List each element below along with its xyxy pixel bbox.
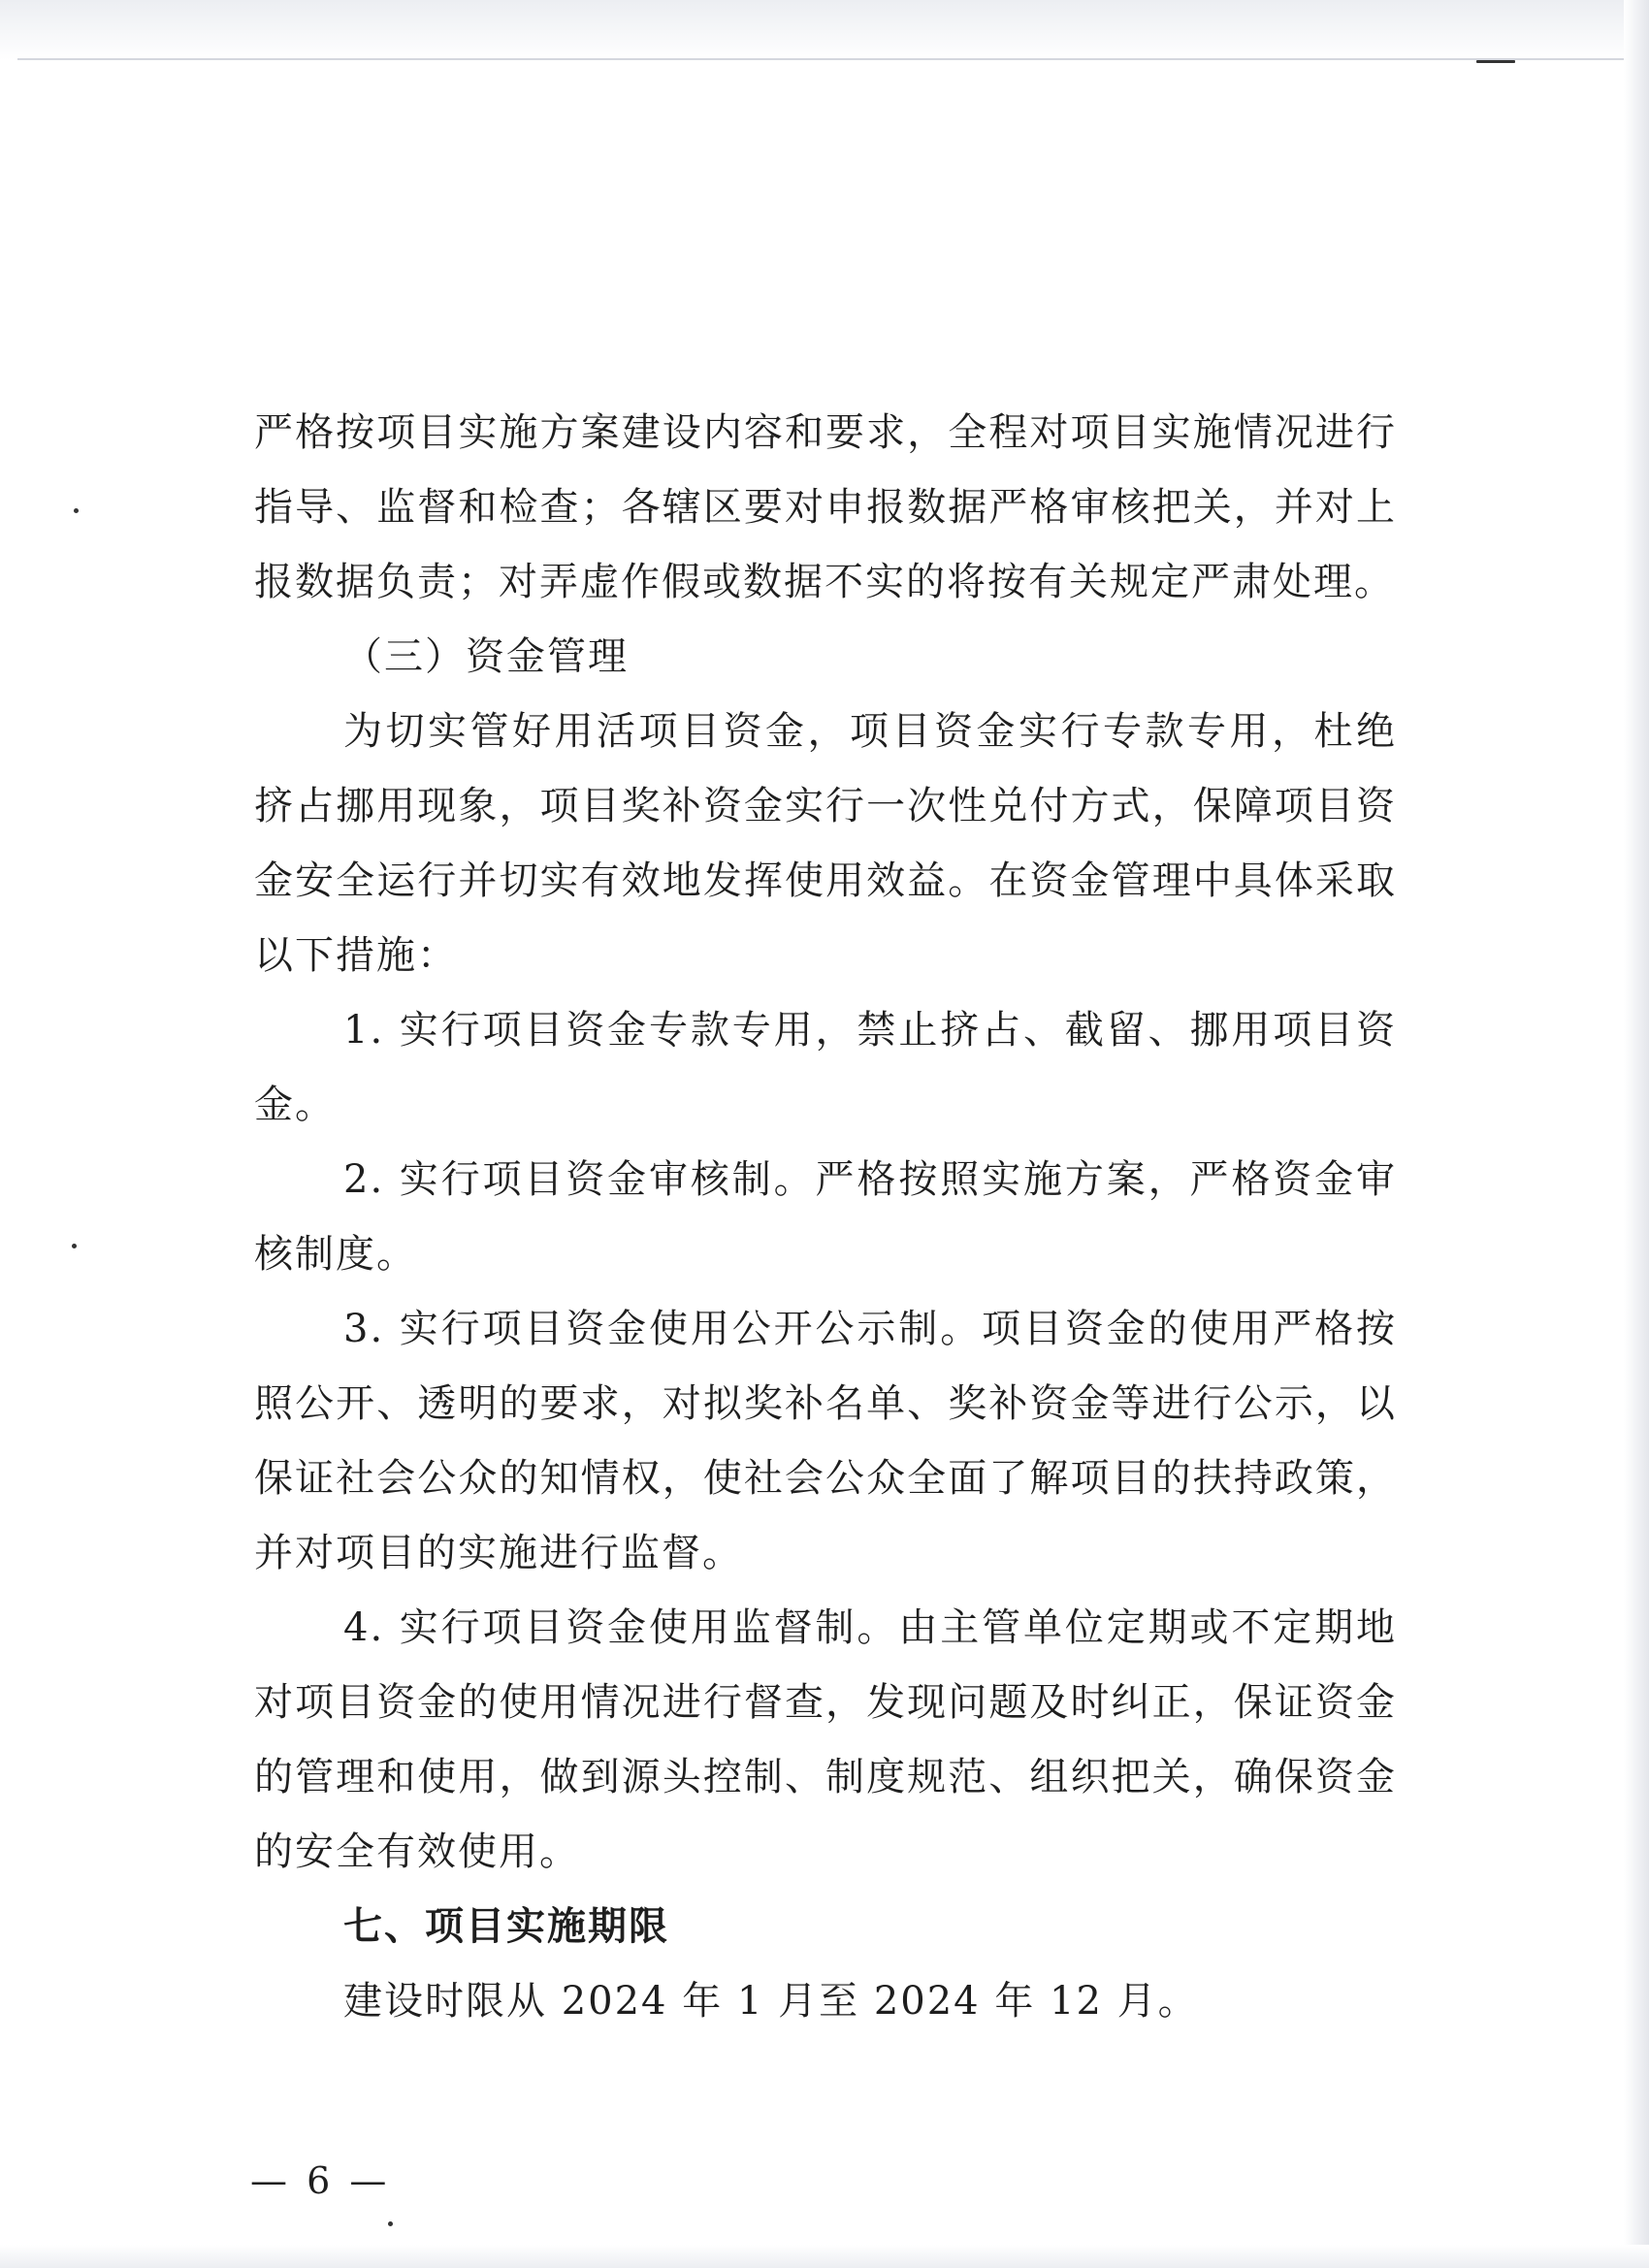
paragraph: 建设时限从 2024 年 1 月至 2024 年 12 月。 bbox=[343, 1979, 1199, 2024]
paragraph: 严格按项目实施方案建设内容和要求，全程对项目实施情况进行指导、监督和检查；各辖区要对申报数据严格审核把关，并对上报数据负责；对弄虚作假或数据不实的将按有关规定严肃处理。 bbox=[254, 410, 1397, 604]
scan-speck bbox=[72, 1244, 77, 1248]
document-body bbox=[254, 396, 1397, 2039]
paragraph: 2. 实行项目资金审核制。严格按照实施方案，严格资金审核制度。 bbox=[254, 1157, 1397, 1277]
scan-speck bbox=[74, 508, 79, 513]
scan-bottom-shadow bbox=[0, 2245, 1649, 2268]
section-heading: 七、项目实施期限 bbox=[343, 1904, 669, 1949]
scan-top-edge bbox=[17, 58, 1628, 60]
paragraph: 3. 实行项目资金使用公开公示制。项目资金的使用严格按照公开、透明的要求，对拟奖补名单、奖补资金等进行公示，以保证社会公众的知情权，使社会公众全面了解项目的扶持政策，并对项目的实施进行监督。 bbox=[254, 1307, 1397, 1575]
paragraph: 为切实管好用活项目资金，项目资金实行专款专用，杜绝挤占挪用现象，项目奖补资金实行一次性兑付方式，保障项目资金安全运行并切实有效地发挥使用效益。在资金管理中具体采取以下措施： bbox=[254, 709, 1397, 978]
page-number: — 6 — bbox=[250, 2159, 391, 2202]
scan-speck bbox=[1476, 60, 1515, 63]
paragraph: 1. 实行项目资金专款专用，禁止挤占、截留、挪用项目资金。 bbox=[254, 1008, 1397, 1127]
scan-right-shadow bbox=[1624, 0, 1649, 2268]
paragraph: 4. 实行项目资金使用监督制。由主管单位定期或不定期地对项目资金的使用情况进行督查，发现问题及时纠正，保证资金的管理和使用，做到源头控制、制度规范、组织把关，确保资金的安全有效使用。 bbox=[254, 1605, 1397, 1874]
paragraph: （三）资金管理 bbox=[343, 634, 629, 679]
scan-top-shadow bbox=[0, 0, 1649, 60]
scan-speck bbox=[388, 2221, 393, 2226]
